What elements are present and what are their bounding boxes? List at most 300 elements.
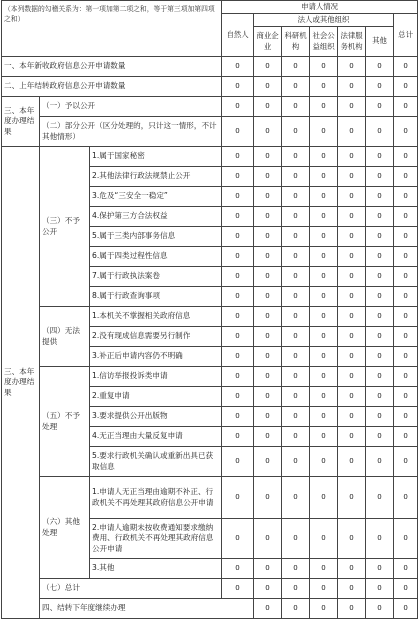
value-text: 0 <box>349 152 354 161</box>
header-business: 商业企业 <box>254 27 282 57</box>
value-text: 0 <box>403 312 408 321</box>
value-cell <box>254 519 282 559</box>
value-cell <box>310 519 338 559</box>
value-text: 0 <box>349 604 354 613</box>
value-text: 0 <box>349 212 354 221</box>
value-cell <box>310 407 338 427</box>
value-cell <box>254 307 282 327</box>
value-text: 0 <box>377 272 382 281</box>
value-text: 0 <box>349 62 354 71</box>
value-cell <box>394 327 418 347</box>
value-cell <box>338 307 366 327</box>
value-text: 0 <box>377 412 382 421</box>
value-text: 0 <box>235 82 240 91</box>
row-label: 1.申请人无正当理由逾期不补正、行政机关不再处理其政府信息公开申请 <box>90 477 222 519</box>
value-text: 0 <box>377 252 382 261</box>
value-text: 0 <box>349 352 354 361</box>
value-text: 0 <box>293 372 298 381</box>
value-text: 0 <box>265 392 270 401</box>
header-natural-person: 自然人 <box>222 14 254 57</box>
value-cell <box>338 407 366 427</box>
value-cell <box>366 327 394 347</box>
value-text: 0 <box>349 457 354 466</box>
value-cell <box>310 77 338 97</box>
value-cell <box>254 207 282 227</box>
value-cell <box>394 559 418 579</box>
value-text: 0 <box>265 272 270 281</box>
row-label: 3.补正后申请内容仍不明确 <box>90 347 222 367</box>
note-cell: （本列数据的勾稽关系为：第一项加第二项之和，等于第三项加第四项之和） <box>2 1 222 57</box>
value-text: 0 <box>349 172 354 181</box>
row-label: 一、本年新收政府信息公开申请数量 <box>2 57 222 77</box>
table-row <box>2 77 418 97</box>
group-label: （六）其他处理 <box>40 477 90 579</box>
value-cell <box>282 247 310 267</box>
value-cell <box>282 477 310 519</box>
value-cell <box>222 387 254 407</box>
value-text: 0 <box>321 312 326 321</box>
value-cell <box>338 227 366 247</box>
value-text: 0 <box>321 62 326 71</box>
value-text: 0 <box>349 412 354 421</box>
value-text: 0 <box>321 412 326 421</box>
value-text: 0 <box>321 457 326 466</box>
value-cell <box>222 427 254 447</box>
value-cell <box>254 117 282 147</box>
value-text: 0 <box>403 82 408 91</box>
value-cell <box>310 477 338 519</box>
value-text: 0 <box>321 604 326 613</box>
value-text: 0 <box>403 152 408 161</box>
value-cell <box>254 147 282 167</box>
table-row <box>2 579 418 599</box>
value-cell <box>338 247 366 267</box>
value-text: 0 <box>377 102 382 111</box>
group-label: （三）不予公开 <box>40 147 90 307</box>
value-text: 0 <box>403 127 408 136</box>
value-text: 0 <box>349 232 354 241</box>
value-cell <box>282 559 310 579</box>
value-text: 0 <box>321 152 326 161</box>
value-text: 0 <box>235 412 240 421</box>
value-text: 0 <box>235 172 240 181</box>
value-cell <box>282 207 310 227</box>
value-text: 0 <box>377 332 382 341</box>
row-label: 2.重复申请 <box>90 387 222 407</box>
value-cell <box>394 117 418 147</box>
value-text: 0 <box>265 332 270 341</box>
value-cell <box>282 147 310 167</box>
value-cell <box>310 327 338 347</box>
value-cell <box>282 367 310 387</box>
value-text: 0 <box>265 192 270 201</box>
value-cell <box>394 347 418 367</box>
value-cell <box>338 559 366 579</box>
value-cell <box>254 407 282 427</box>
row-label: 4.保护第三方合法权益 <box>90 207 222 227</box>
value-text: 0 <box>349 272 354 281</box>
value-cell <box>366 519 394 559</box>
value-text: 0 <box>265 127 270 136</box>
value-text: 0 <box>235 352 240 361</box>
value-text: 0 <box>235 102 240 111</box>
value-cell <box>338 207 366 227</box>
value-text: 0 <box>321 82 326 91</box>
value-text: 0 <box>349 312 354 321</box>
value-cell <box>310 447 338 477</box>
value-text: 0 <box>377 232 382 241</box>
section-label: 三、本年度办理结果 <box>2 97 40 147</box>
value-cell <box>338 599 366 619</box>
value-cell <box>366 579 394 599</box>
value-cell <box>338 267 366 287</box>
row-label: 5.属于三类内部事务信息 <box>90 227 222 247</box>
value-text: 0 <box>349 372 354 381</box>
value-cell <box>282 599 310 619</box>
value-cell <box>282 117 310 147</box>
value-cell <box>394 367 418 387</box>
header-legal-group: 法人或其他组织 <box>254 14 394 27</box>
value-cell <box>222 207 254 227</box>
value-cell <box>338 147 366 167</box>
value-cell <box>366 247 394 267</box>
value-text: 0 <box>403 292 408 301</box>
value-cell <box>222 519 254 559</box>
value-cell <box>222 477 254 519</box>
table-row <box>2 57 418 77</box>
value-text: 0 <box>293 412 298 421</box>
value-cell <box>222 579 254 599</box>
header-total: 总计 <box>394 14 418 57</box>
value-text: 0 <box>349 82 354 91</box>
value-text: 0 <box>293 172 298 181</box>
value-cell <box>310 307 338 327</box>
value-cell <box>222 559 254 579</box>
value-text: 0 <box>321 127 326 136</box>
value-text: 0 <box>403 493 408 502</box>
value-text: 0 <box>265 152 270 161</box>
value-text: 0 <box>265 412 270 421</box>
value-cell <box>222 147 254 167</box>
value-cell <box>310 207 338 227</box>
value-text: 0 <box>377 292 382 301</box>
value-text: 0 <box>349 252 354 261</box>
value-cell <box>338 287 366 307</box>
value-cell <box>254 427 282 447</box>
value-cell <box>394 207 418 227</box>
value-cell <box>282 227 310 247</box>
value-cell <box>310 147 338 167</box>
value-text: 0 <box>265 584 270 593</box>
value-cell <box>222 117 254 147</box>
table-row <box>2 477 418 519</box>
value-text: 0 <box>235 432 240 441</box>
value-cell <box>310 267 338 287</box>
value-cell <box>222 227 254 247</box>
value-text: 0 <box>265 172 270 181</box>
value-text: 0 <box>235 127 240 136</box>
value-text: 0 <box>235 232 240 241</box>
value-text: 0 <box>403 192 408 201</box>
value-cell <box>338 579 366 599</box>
value-cell <box>254 57 282 77</box>
value-text: 0 <box>235 62 240 71</box>
table-row <box>2 367 418 387</box>
row-label: 8.属于行政查询事项 <box>90 287 222 307</box>
value-cell <box>310 367 338 387</box>
value-cell <box>394 247 418 267</box>
value-text: 0 <box>403 564 408 573</box>
value-cell <box>366 367 394 387</box>
value-text: 0 <box>235 192 240 201</box>
value-cell <box>310 579 338 599</box>
value-text: 0 <box>403 352 408 361</box>
value-cell <box>222 407 254 427</box>
value-cell <box>394 407 418 427</box>
value-text: 0 <box>377 192 382 201</box>
value-text: 0 <box>265 457 270 466</box>
value-text: 0 <box>349 493 354 502</box>
value-text: 0 <box>235 372 240 381</box>
row-label: 6.属于四类过程性信息 <box>90 247 222 267</box>
row-label: （二）部分公开（区分处理的，只计这一情形，不计其他情形） <box>40 117 222 147</box>
value-text: 0 <box>235 564 240 573</box>
value-cell <box>310 187 338 207</box>
value-cell <box>310 247 338 267</box>
value-text: 0 <box>293 534 298 543</box>
value-text: 0 <box>265 312 270 321</box>
value-cell <box>282 327 310 347</box>
value-text: 0 <box>293 212 298 221</box>
value-cell <box>254 579 282 599</box>
value-cell <box>254 559 282 579</box>
value-cell <box>338 57 366 77</box>
value-cell <box>282 267 310 287</box>
value-cell <box>222 287 254 307</box>
value-cell <box>338 187 366 207</box>
value-text: 0 <box>403 102 408 111</box>
gov-info-disclosure-table <box>1 0 418 619</box>
value-cell <box>394 227 418 247</box>
value-cell <box>394 167 418 187</box>
value-cell <box>366 57 394 77</box>
value-cell <box>254 387 282 407</box>
value-text: 0 <box>235 212 240 221</box>
value-text: 0 <box>321 192 326 201</box>
value-cell <box>394 599 418 619</box>
row-label: 四、结转下年度继续办理 <box>40 599 254 619</box>
value-cell <box>366 407 394 427</box>
value-text: 0 <box>321 493 326 502</box>
value-text: 0 <box>349 432 354 441</box>
value-cell <box>366 477 394 519</box>
value-text: 0 <box>321 102 326 111</box>
value-text: 0 <box>321 534 326 543</box>
value-text: 0 <box>403 172 408 181</box>
value-text: 0 <box>377 312 382 321</box>
value-cell <box>338 427 366 447</box>
value-cell <box>282 187 310 207</box>
value-cell <box>394 477 418 519</box>
value-cell <box>338 447 366 477</box>
value-cell <box>282 447 310 477</box>
value-cell <box>282 167 310 187</box>
header-other: 其他 <box>366 27 394 57</box>
value-cell <box>366 347 394 367</box>
value-cell <box>282 387 310 407</box>
value-text: 0 <box>293 564 298 573</box>
value-text: 0 <box>321 292 326 301</box>
value-cell <box>310 117 338 147</box>
value-text: 0 <box>265 82 270 91</box>
value-text: 0 <box>293 127 298 136</box>
value-cell <box>282 407 310 427</box>
value-cell <box>338 97 366 117</box>
value-text: 0 <box>265 292 270 301</box>
row-label: 2.申请人逾期未按收费通知要求缴纳费用、行政机关不再处理其政府信息公开申请 <box>90 519 222 559</box>
value-text: 0 <box>377 392 382 401</box>
value-text: 0 <box>377 152 382 161</box>
value-text: 0 <box>321 584 326 593</box>
value-cell <box>282 519 310 559</box>
value-cell <box>254 367 282 387</box>
value-text: 0 <box>235 272 240 281</box>
value-text: 0 <box>293 272 298 281</box>
value-text: 0 <box>265 604 270 613</box>
value-cell <box>282 427 310 447</box>
row-label: 2.其他法律行政法规禁止公开 <box>90 167 222 187</box>
value-text: 0 <box>293 493 298 502</box>
header-applicant: 申请人情况 <box>222 1 418 14</box>
value-text: 0 <box>235 457 240 466</box>
value-text: 0 <box>403 412 408 421</box>
value-cell <box>254 187 282 207</box>
value-cell <box>222 447 254 477</box>
value-cell <box>338 77 366 97</box>
value-cell <box>394 187 418 207</box>
value-cell <box>310 57 338 77</box>
value-text: 0 <box>265 212 270 221</box>
value-text: 0 <box>235 584 240 593</box>
value-cell <box>394 519 418 559</box>
value-text: 0 <box>403 252 408 261</box>
value-text: 0 <box>265 534 270 543</box>
row-label: （七）总计 <box>40 579 222 599</box>
value-cell <box>338 519 366 559</box>
value-cell <box>394 307 418 327</box>
value-text: 0 <box>293 432 298 441</box>
value-text: 0 <box>377 604 382 613</box>
group-label: （四）无法提供 <box>40 307 90 367</box>
value-text: 0 <box>349 584 354 593</box>
value-text: 0 <box>349 392 354 401</box>
value-cell <box>338 477 366 519</box>
value-cell <box>366 307 394 327</box>
value-text: 0 <box>265 493 270 502</box>
value-cell <box>310 347 338 367</box>
value-cell <box>282 579 310 599</box>
value-text: 0 <box>403 392 408 401</box>
value-cell <box>254 327 282 347</box>
value-text: 0 <box>403 584 408 593</box>
value-text: 0 <box>235 332 240 341</box>
value-text: 0 <box>321 212 326 221</box>
value-text: 0 <box>265 252 270 261</box>
value-cell <box>222 187 254 207</box>
value-text: 0 <box>403 372 408 381</box>
value-cell <box>254 247 282 267</box>
value-cell <box>310 427 338 447</box>
value-text: 0 <box>235 252 240 261</box>
value-text: 0 <box>293 332 298 341</box>
row-label: 1.本机关不掌握相关政府信息 <box>90 307 222 327</box>
value-text: 0 <box>403 534 408 543</box>
value-cell <box>222 77 254 97</box>
row-label: 3.要求提供公开出版物 <box>90 407 222 427</box>
value-text: 0 <box>293 102 298 111</box>
row-label: 3.其他 <box>90 559 222 579</box>
value-text: 0 <box>377 212 382 221</box>
table-row <box>2 97 418 117</box>
value-cell <box>366 207 394 227</box>
value-text: 0 <box>321 352 326 361</box>
value-text: 0 <box>349 332 354 341</box>
value-text: 0 <box>265 372 270 381</box>
value-cell <box>222 167 254 187</box>
value-text: 0 <box>293 352 298 361</box>
value-text: 0 <box>293 192 298 201</box>
value-cell <box>394 387 418 407</box>
header-research: 科研机构 <box>282 27 310 57</box>
value-cell <box>254 599 282 619</box>
value-text: 0 <box>403 432 408 441</box>
value-cell <box>310 287 338 307</box>
value-cell <box>254 167 282 187</box>
value-cell <box>222 57 254 77</box>
value-text: 0 <box>377 172 382 181</box>
value-text: 0 <box>265 62 270 71</box>
value-text: 0 <box>265 102 270 111</box>
value-text: 0 <box>349 534 354 543</box>
value-text: 0 <box>235 534 240 543</box>
value-cell <box>222 367 254 387</box>
value-text: 0 <box>235 152 240 161</box>
value-cell <box>394 97 418 117</box>
value-text: 0 <box>321 332 326 341</box>
row-label: 2.没有现成信息需要另行制作 <box>90 327 222 347</box>
value-cell <box>282 57 310 77</box>
value-text: 0 <box>377 372 382 381</box>
value-cell <box>254 77 282 97</box>
table-row <box>2 147 418 167</box>
value-text: 0 <box>321 252 326 261</box>
value-cell <box>338 117 366 147</box>
value-cell <box>366 559 394 579</box>
value-text: 0 <box>235 493 240 502</box>
value-cell <box>310 387 338 407</box>
value-text: 0 <box>349 564 354 573</box>
value-cell <box>366 427 394 447</box>
table-row <box>2 599 418 619</box>
value-cell <box>282 347 310 367</box>
value-text: 0 <box>377 534 382 543</box>
value-cell <box>282 307 310 327</box>
value-cell <box>394 579 418 599</box>
value-text: 0 <box>321 564 326 573</box>
value-cell <box>254 97 282 117</box>
value-text: 0 <box>321 172 326 181</box>
value-text: 0 <box>265 352 270 361</box>
